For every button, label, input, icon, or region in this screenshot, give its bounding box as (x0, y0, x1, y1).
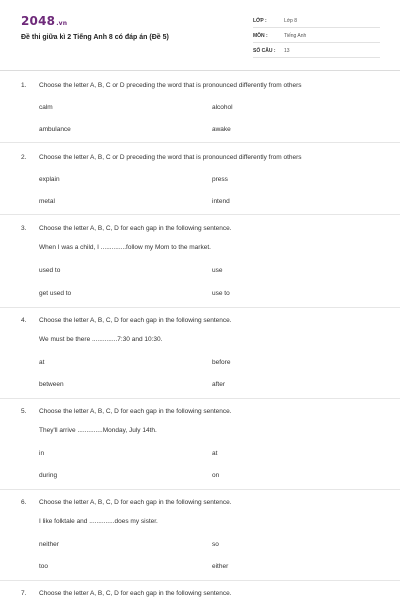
option-d[interactable]: use to (212, 290, 230, 297)
option-b[interactable]: alcohol (212, 104, 233, 111)
option-c[interactable]: metal (39, 198, 55, 205)
question-number: 3. (21, 225, 27, 232)
option-c[interactable]: between (39, 381, 64, 388)
page-header (0, 0, 400, 66)
question-divider (0, 398, 400, 399)
question-sentence: We must be there ..............7:30 and 10:30. (39, 336, 163, 343)
question-prompt: Choose the letter A, B, C, D for each gap in the following sentence. (39, 590, 232, 597)
option-c[interactable]: too (39, 563, 49, 570)
question-sentence: I like folktale and ..............does my sister. (39, 518, 158, 525)
meta-value: Tiếng Anh (284, 33, 307, 39)
question-number: 5. (21, 408, 27, 415)
option-d[interactable]: intend (212, 198, 230, 205)
logo-text: 2048 (21, 14, 56, 28)
option-a[interactable]: calm (39, 104, 53, 111)
question-prompt: Choose the letter A, B, C, D for each gap in the following sentence. (39, 499, 232, 506)
meta-value: 13 (284, 48, 290, 54)
site-logo[interactable] (21, 14, 67, 28)
header-divider (0, 70, 400, 71)
option-d[interactable]: on (212, 472, 220, 479)
meta-key: LỚP : (253, 18, 267, 24)
option-a[interactable]: neither (39, 541, 59, 548)
option-b[interactable]: before (212, 359, 231, 366)
question-sentence: When I was a child, I ..............follow my Mom to the market. (39, 244, 211, 251)
question-divider (0, 214, 400, 215)
question-number: 2. (21, 154, 27, 161)
option-d[interactable]: either (212, 563, 229, 570)
logo-suffix: .vn (56, 20, 68, 27)
meta-key: MÔN : (253, 33, 268, 39)
option-a[interactable]: in (39, 450, 45, 457)
question-prompt: Choose the letter A, B, C, D for each gap in the following sentence. (39, 225, 232, 232)
option-a[interactable]: used to (39, 267, 61, 274)
meta-value: Lớp 8 (284, 18, 298, 24)
option-d[interactable]: after (212, 381, 226, 388)
document-title: Đề thi giữa kì 2 Tiếng Anh 8 có đáp án (Đề 5) (21, 34, 169, 41)
meta-key: SỐ CÂU : (253, 48, 276, 54)
question-sentence: They'll arrive ..............Monday, July 14th. (39, 427, 157, 434)
question-prompt: Choose the letter A, B, C or D preceding the word that is pronounced differently from others (39, 82, 302, 89)
question-number: 1. (21, 82, 27, 89)
question-prompt: Choose the letter A, B, C, D for each gap in the following sentence. (39, 317, 232, 324)
question-prompt: Choose the letter A, B, C or D preceding the word that is pronounced differently from others (39, 154, 302, 161)
option-c[interactable]: during (39, 472, 58, 479)
question-prompt: Choose the letter A, B, C, D for each gap in the following sentence. (39, 408, 232, 415)
question-divider (0, 307, 400, 308)
question-number: 4. (21, 317, 27, 324)
option-b[interactable]: so (212, 541, 219, 548)
option-c[interactable]: get used to (39, 290, 72, 297)
option-b[interactable]: at (212, 450, 218, 457)
option-a[interactable]: at (39, 359, 45, 366)
option-d[interactable]: awake (212, 126, 231, 133)
question-divider (0, 142, 400, 143)
meta-row-class (253, 14, 380, 28)
option-c[interactable]: ambulance (39, 126, 71, 133)
question-number: 7. (21, 590, 27, 597)
option-b[interactable]: press (212, 176, 228, 183)
question-divider (0, 580, 400, 581)
question-divider (0, 489, 400, 490)
option-a[interactable]: explain (39, 176, 60, 183)
meta-row-count (253, 44, 380, 58)
meta-row-subject (253, 29, 380, 43)
option-b[interactable]: use (212, 267, 223, 274)
question-number: 6. (21, 499, 27, 506)
